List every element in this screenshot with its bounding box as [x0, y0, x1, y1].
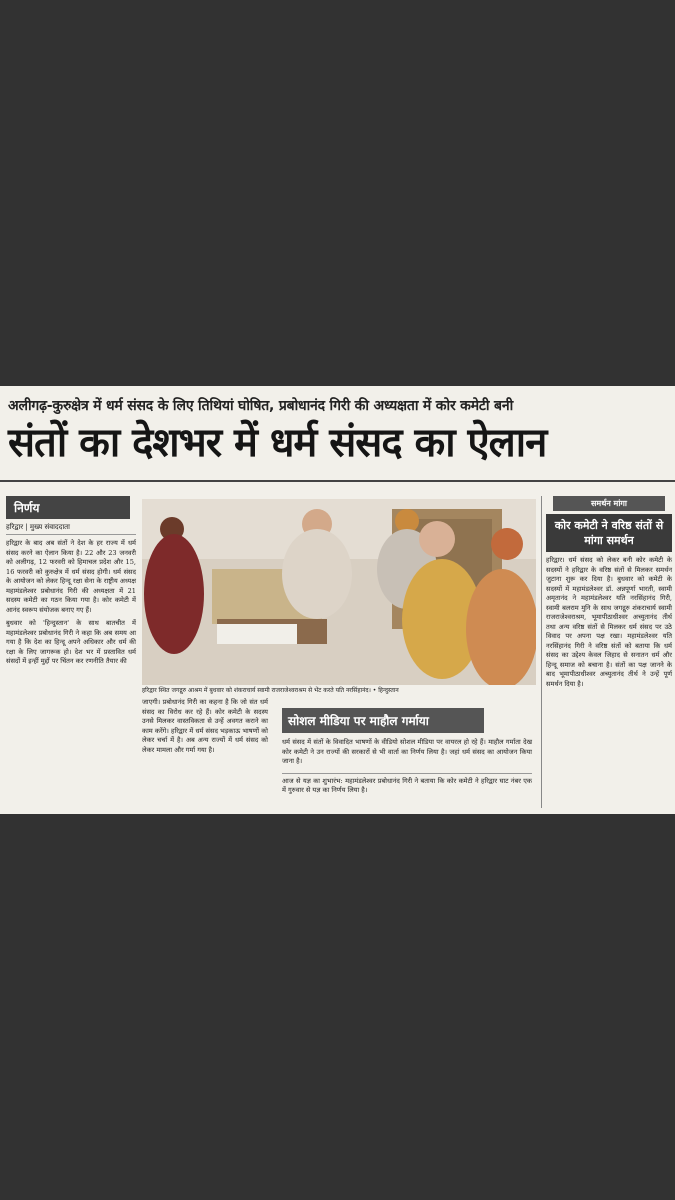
byline: हरिद्वार | मुख्य संवाददाता	[6, 523, 136, 535]
support-text: हरिद्वार। धर्म संसद को लेकर बनी कोर कमेटी के सदस्यों ने हरिद्वार के वरिष्ठ संतों से मिलकर समर्थन जुटाना शुरू कर दिया है। बुधवार को कमेटी के सदस्यों में महामंडलेश्वर डॉ. अन्नपूर्णा भारती, स्वामी अमृतानंद ने महामंडलेश्वर यति नरसिंहानंद गिरी, स्वामी बलराम मुनि के साथ जगद्गुरु शंकराचार्य स्वामी राजराजेश्वराश्रम, भूमापीठाधीश्वर अच्युतानंद तीर्थ तथा अन्य वरिष्ठ संतों से मिलकर धर्म संसद पर उठे विवाद पर अपना पक्ष रखा। महामंडलेश्वर यति नरसिंहानंद गिरी ने वरिष्ठ संतों को बताया कि धर्म संसद का उद्देश्य केवल जिहाद से सनातन धर्म और हिन्दू समाज को बचाना है। संतों का पक्ष जानने के बाद भूमापीठाधीश्वर अच्युतानंद तीर्थ ने उन्हें पूर्ण समर्थन दिया है।	[546, 556, 672, 688]
yagya-note: आज से यज्ञ का शुभारंभ: महामंडलेश्वर प्रबोधानंद गिरी ने बताया कि कोर कमेटी ने हरिद्वार घाट नंबर एक में गुरुवार से यज्ञ का निर्णय लिया है।	[282, 773, 532, 796]
kicker-headline: अलीगढ़-कुरुक्षेत्र में धर्म संसद के लिए तिथियां घोषित, प्रबोधानंद गिरी की अध्यक्षता में कोर कमेटी बनी	[8, 398, 514, 414]
support-tag: समर्थन मांगा	[553, 496, 665, 511]
support-headline: कोर कमेटी ने वरिष्ठ संतों से मांगा समर्थन	[546, 514, 672, 552]
photo-caption: हरिद्वार स्थित जगद्गुरु आश्रम में बुधवार को शंकराचार्य स्वामी राजराजेश्वराश्रम से भेंट करते यति नरसिंहानंद। • हिन्दुस्तान	[142, 687, 399, 694]
right-column	[541, 496, 672, 808]
news-photo	[142, 499, 536, 685]
middle-text: जाएगी। प्रबोधानंद गिरी का कहना है कि जो संत धर्म संसद का विरोध कर रहे हैं। कोर कमेटी के सदस्य उनसे मिलकर वास्तविकता से उन्हें अवगत कराने का काम करेंगे। हरिद्वार में धर्म संसद भड़काऊ भाषणों को लेकर चर्चा में है। अब अन्य राज्यों में धर्म संसद को लेकर मामला और गर्मा गया है।	[142, 698, 268, 754]
left-column	[6, 496, 136, 808]
section-tag: निर्णय	[6, 496, 130, 519]
middle-column	[142, 698, 268, 755]
newspaper-clipping	[0, 386, 675, 814]
left-para-2: बुधवार को 'हिन्दुस्तान' के साथ बातचीत में महामंडलेश्वर प्रबोधानंद गिरी ने कहा कि अब समय आ गया है कि देश का हिन्दू अपने अधिकार और धर्म की रक्षा के लिए जागरूक हो। देश भर में प्रस्तावित धर्म संसदों में इन्हीं मुद्दों पर चिंतन कर रणनीति तैयार की	[6, 619, 136, 665]
left-para-1: हरिद्वार के बाद अब संतों ने देश के हर राज्य में धर्म संसद करने का ऐलान किया है। 22 और 23 जनवरी को अलीगढ़, 12 फरवरी को हिमाचल प्रदेश और 15, 16 फरवरी को कुरुक्षेत्र में धर्म संसद होगी। धर्म संसद के आयोजन को लेकर हिन्दू रक्षा सेना के राष्ट्रीय अध्यक्ष महामंडलेश्वर प्रबोधानंद गिरी की अध्यक्षता में 21 सदस्य कमेटी का गठन किया गया है। कोर कमेटी में आनंद स्वरूप संयोजक बनाए गए हैं।	[6, 539, 136, 614]
social-media-box	[282, 708, 532, 796]
social-text: धर्म संसद में संतों के विवादित भाषणों के वीडियो सोशल मीडिया पर वायरल हो रहे हैं। माहौल गर्माता देख कोर कमेटी ने उन राज्यों की सरकारों से भी वार्ता का निर्णय लिया है। जहां धर्म संसद का आयोजन किया जाना है।	[282, 738, 532, 765]
main-headline: संतों का देशभर में धर्म संसद का ऐलान	[8, 420, 547, 466]
social-title: सोशल मीडिया पर माहौल गर्माया	[282, 708, 484, 733]
photo-illustration	[142, 499, 536, 685]
headline-rule	[0, 480, 675, 482]
